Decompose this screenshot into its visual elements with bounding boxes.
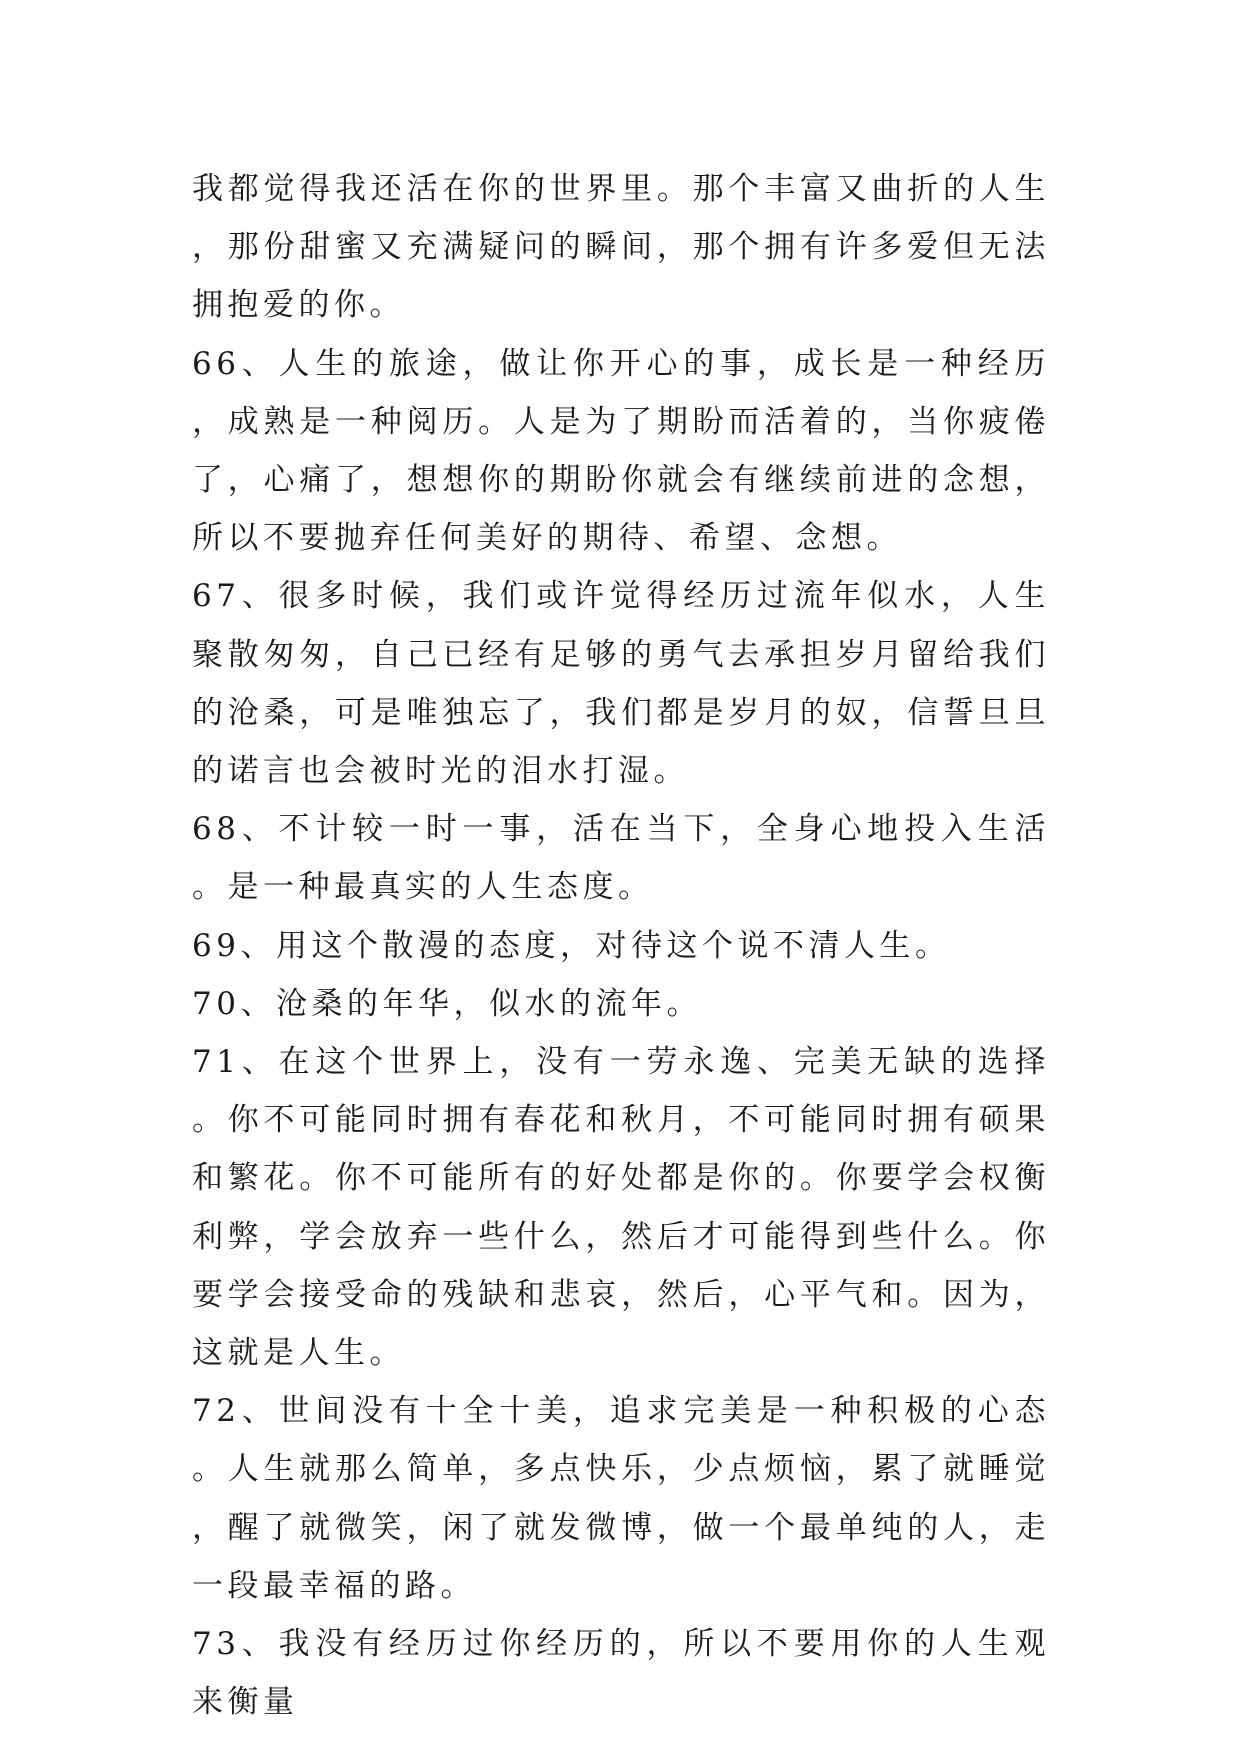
paragraph-73: 73、我没有经历过你经历的，所以不要用你的人生观来衡量 [192,1626,1050,1721]
paragraph-69: 69、用这个散漫的态度，对待这个说不清人生。 [192,927,951,964]
paragraph-70: 70、沧桑的年华，似水的流年。 [192,985,702,1022]
paragraph-68: 68、不计较一时一事，活在当下，全身心地投入生活。是一种最真实的人生态度。 [192,811,1050,906]
paragraph-71: 71、在这个世界上，没有一劳永逸、完美无缺的选择。你不可能同时拥有春花和秋月，不可能同时拥有硕果和繁花。你不可能所有的好处都是你的。你要学会权衡利弊，学会放弃一些什么，然后才可能得到些什么。你要学会接受命的残缺和悲哀，然后，心平气和。因为，这就是人生。 [192,1044,1050,1372]
paragraph-continuation: 我都觉得我还活在你的世界里。那个丰富又曲折的人生，那份甜蜜又充满疑问的瞬间，那个拥有许多爱但无法拥抱爱的你。 [192,171,1050,324]
paragraph-67: 67、很多时候，我们或许觉得经历过流年似水，人生聚散匆匆，自己已经有足够的勇气去承担岁月留给我们的沧桑，可是唯独忘了，我们都是岁月的奴，信誓旦旦的诺言也会被时光的泪水打湿。 [192,578,1050,790]
paragraph-66: 66、人生的旅途，做让你开心的事，成长是一种经历，成熟是一种阅历。人是为了期盼而活着的，当你疲倦了，心痛了，想想你的期盼你就会有继续前进的念想，所以不要抛弃任何美好的期待、希望、念想。 [192,345,1050,557]
paragraph-72: 72、世间没有十全十美，追求完美是一种积极的心态。人生就那么简单，多点快乐，少点烦恼，累了就睡觉，醒了就微笑，闲了就发微博，做一个最单纯的人，走一段最幸福的路。 [192,1393,1050,1604]
body-text [192,160,1050,1731]
